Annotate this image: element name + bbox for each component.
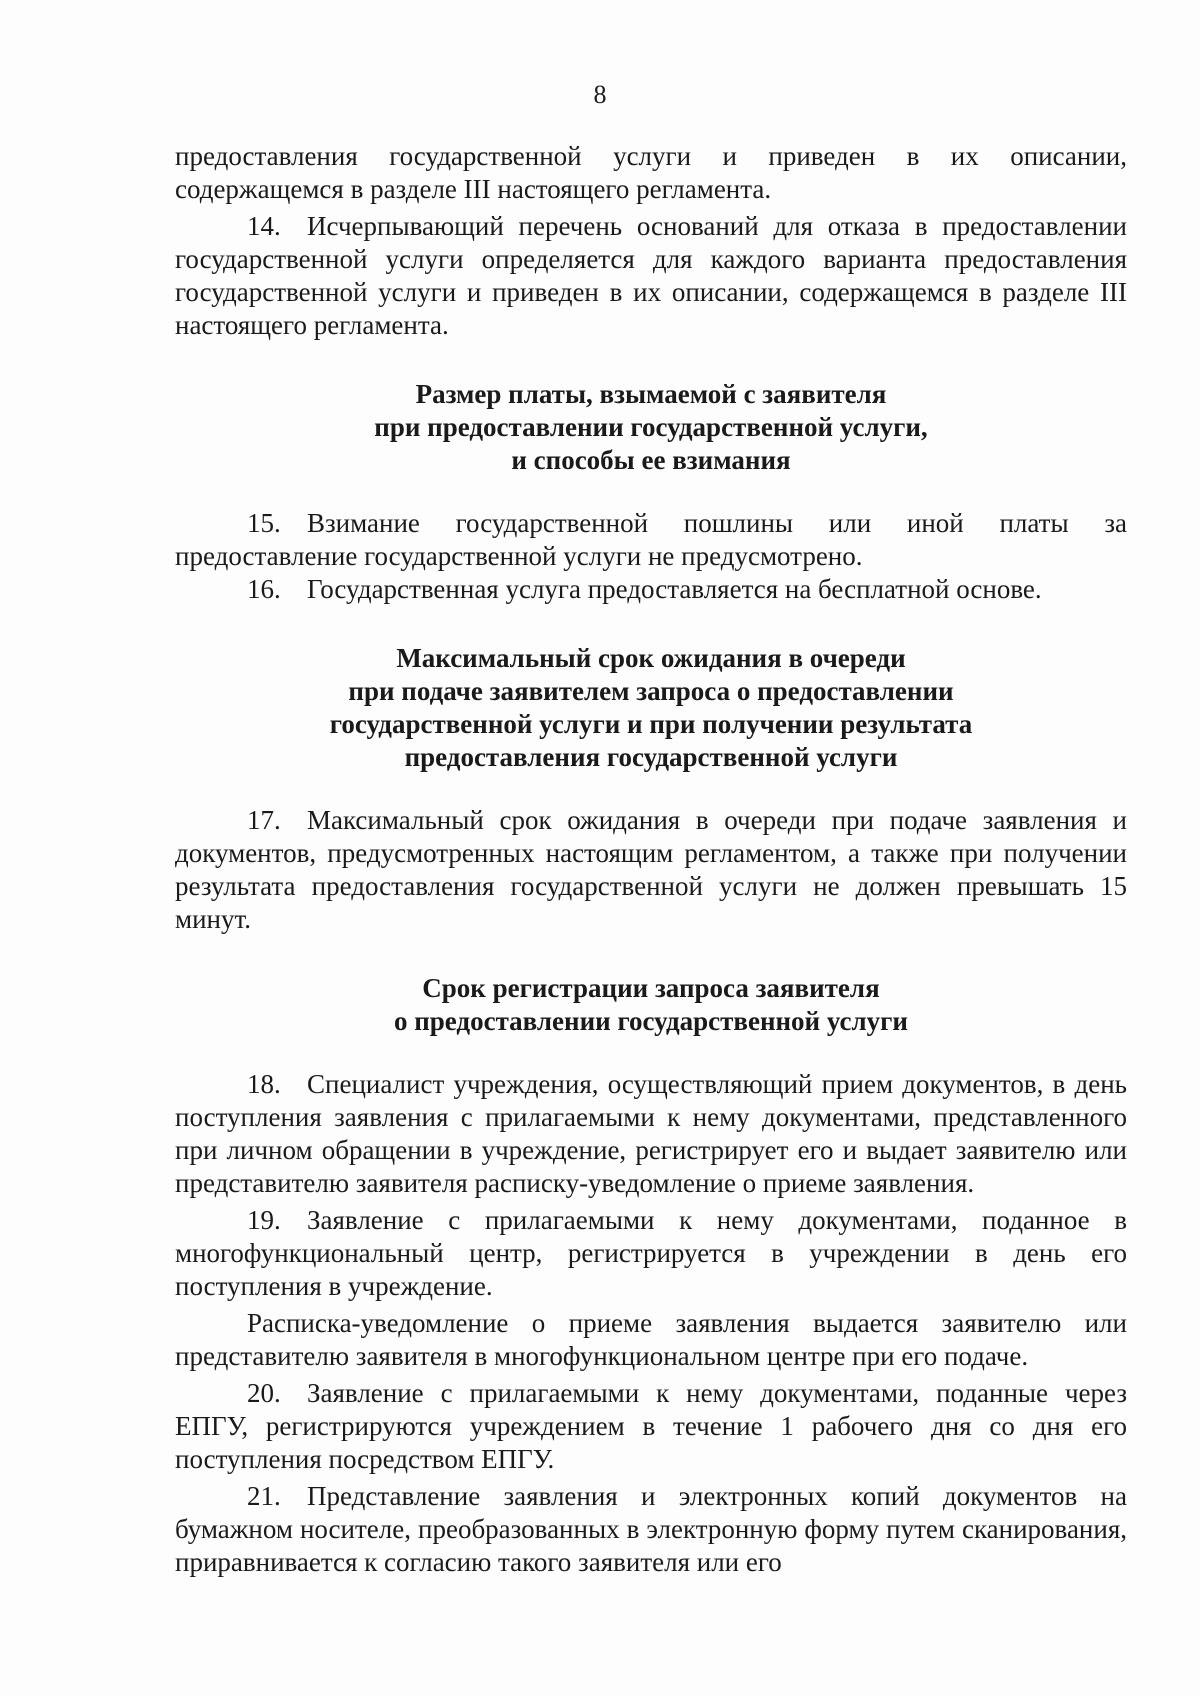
paragraph-text: Заявление с прилагаемыми к нему документами, поданные через ЕПГУ, регистрируются учреждением в течение 1 рабочего дня со дня его поступления посредством ЕПГУ. xyxy=(175,1378,1127,1474)
paragraph-20 xyxy=(175,1377,1127,1476)
document-body xyxy=(175,140,1127,1579)
paragraph-17 xyxy=(175,804,1127,936)
paragraph-15 xyxy=(175,507,1127,573)
paragraph-16 xyxy=(175,573,1127,606)
heading-line: при предоставлении государственной услуги, xyxy=(374,412,928,442)
heading-line: о предоставлении государственной услуги xyxy=(393,1006,908,1036)
paragraph-number: 14. xyxy=(247,211,281,241)
paragraph-number: 15. xyxy=(247,508,281,538)
paragraph-18 xyxy=(175,1068,1127,1200)
heading-line: Размер платы, взымаемой с заявителя xyxy=(415,379,887,409)
section-heading-fee xyxy=(175,378,1127,477)
paragraph-text: Представление заявления и электронных копий документов на бумажном носителе, преобразованных в электронную форму путем сканирования, приравнивается к согласию такого заявителя или его xyxy=(175,1481,1127,1577)
paragraph-number: 21. xyxy=(247,1481,281,1511)
paragraph-number: 20. xyxy=(247,1378,281,1408)
paragraph-number: 19. xyxy=(247,1205,281,1235)
paragraph-number: 16. xyxy=(247,574,281,604)
heading-line: Срок регистрации запроса заявителя xyxy=(422,973,880,1003)
paragraph-text: Максимальный срок ожидания в очереди при подаче заявления и документов, предусмотренных настоящим регламентом, а также при получении результата предоставления государственной услуги не должен превышать 15 минут. xyxy=(175,805,1127,934)
paragraph-number: 18. xyxy=(247,1069,281,1099)
heading-line: и способы ее взимания xyxy=(511,445,791,475)
section-heading-queue-time xyxy=(175,642,1127,774)
paragraph-text: Государственная услуга предоставляется на бесплатной основе. xyxy=(307,574,1042,604)
paragraph-14 xyxy=(175,210,1127,342)
heading-line: предоставления государственной услуги xyxy=(404,742,898,772)
heading-line: Максимальный срок ожидания в очереди xyxy=(396,643,906,673)
paragraph-19 xyxy=(175,1204,1127,1303)
paragraph-21 xyxy=(175,1480,1127,1579)
paragraph-text: Исчерпывающий перечень оснований для отказа в предоставлении государственной услуги определяется для каждого варианта предоставления государственной услуги и приведен в их описании, содержащемся в разделе III настоящего регламента. xyxy=(175,211,1127,340)
paragraph-text: Заявление с прилагаемыми к нему документами, поданное в многофункциональный центр, регистрируется в учреждении в день его поступления в учреждение. xyxy=(175,1205,1127,1301)
paragraph-number: 17. xyxy=(247,805,281,835)
paragraph-19-continuation: Расписка-уведомление о приеме заявления выдается заявителю или представителю заявителя в многофункциональном центре при его подаче. xyxy=(175,1308,1127,1371)
paragraph-text: Взимание государственной пошлины или иной платы за предоставление государственной услуги не предусмотрено. xyxy=(175,508,1127,571)
heading-line: при подаче заявителем запроса о предоставлении xyxy=(348,676,954,706)
section-heading-registration xyxy=(175,972,1127,1038)
page-number: 8 xyxy=(593,80,607,109)
paragraph-text: Специалист учреждения, осуществляющий прием документов, в день поступления заявления с прилагаемыми к нему документами, представленного при личном обращении в учреждение, регистрирует его и выдает заявителю или представителю заявителя расписку-уведомление о приеме заявления. xyxy=(175,1069,1127,1198)
heading-line: государственной услуги и при получении результата xyxy=(329,709,973,739)
continuation-paragraph: предоставления государственной услуги и приведен в их описании, содержащемся в разделе III настоящего регламента. xyxy=(175,141,1127,204)
